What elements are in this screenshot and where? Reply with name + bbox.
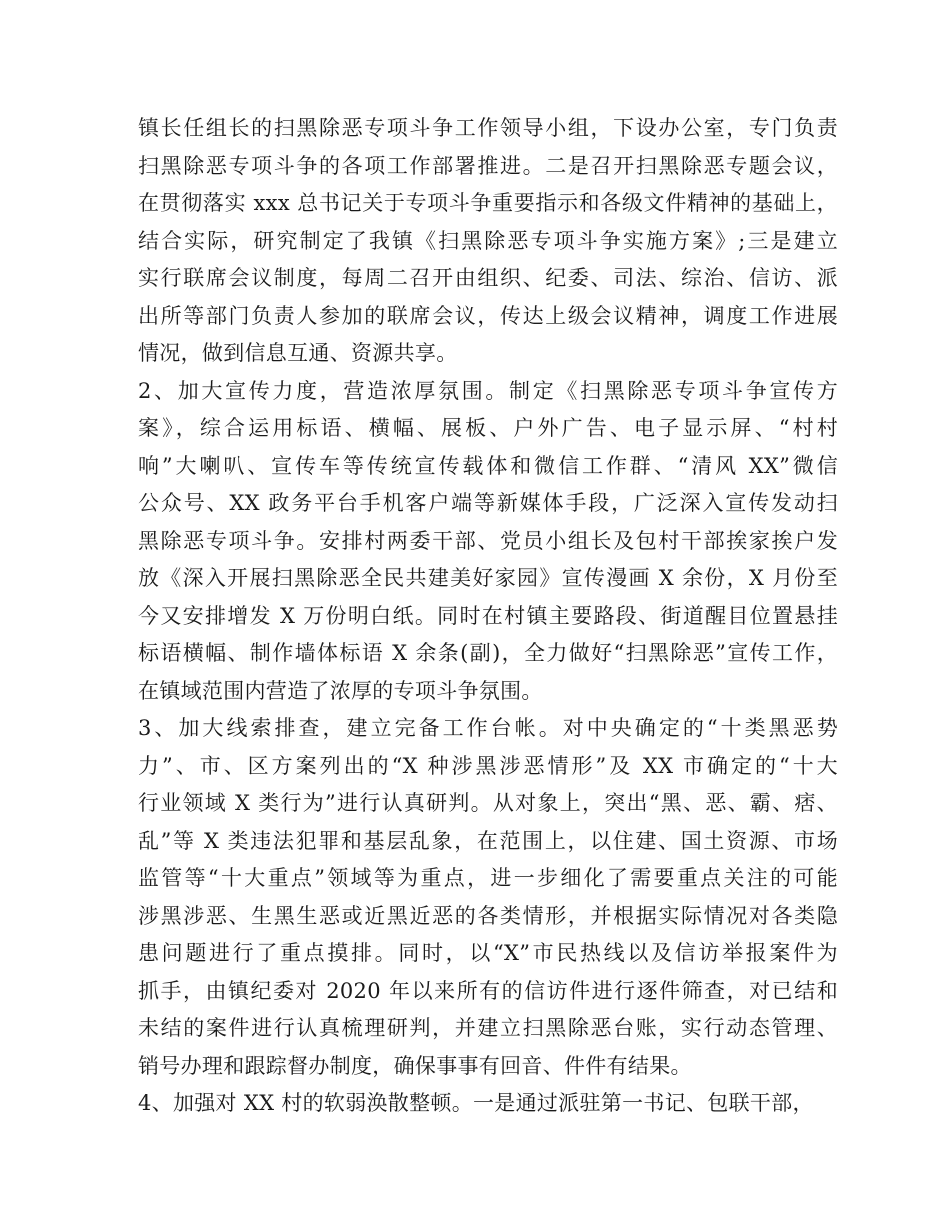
text-line: 实行联席会议制度，每周二召开由组织、纪委、司法、综治、信访、派 (138, 266, 838, 290)
text-line: 未结的案件进行认真梳理研判，并建立扫黑除恶台账，实行动态管理、 (138, 1016, 838, 1040)
text-line: 行业领域 X 类行为”进行认真研判。从对象上，突出“黑、恶、霸、痞、 (138, 791, 838, 815)
text-line: 结合实际，研究制定了我镇《扫黑除恶专项斗争实施方案》;三是建立 (138, 228, 838, 253)
text-line: 今又安排增发 X 万份明白纸。同时在村镇主要路段、街道醒目位置悬挂 (138, 603, 838, 628)
text-line: 4、加强对 XX 村的软弱涣散整顿。一是通过派驻第一书记、包联干部， (138, 1091, 814, 1115)
text-line: 扫黑除恶专项斗争的各项工作部署推进。二是召开扫黑除恶专题会议， (138, 153, 838, 178)
text-line: 镇长任组长的扫黑除恶专项斗争工作领导小组，下设办公室，专门负责 (138, 116, 838, 140)
text-line: 黑除恶专项斗争。安排村两委干部、党员小组长及包村干部挨家挨户发 (138, 528, 838, 553)
text-line: 放《深入开展扫黑除恶全民共建美好家园》宣传漫画 X 余份，X 月份至 (138, 566, 838, 590)
text-line: 力”、市、区方案列出的“X 种涉黑涉恶情形”及 XX 市确定的“十大 (138, 753, 838, 778)
text-line: 抓手，由镇纪委对 2020 年以来所有的信访件进行逐件筛查，对已结和 (138, 978, 838, 1003)
text-line: 乱”等 X 类违法犯罪和基层乱象，在范围上，以住建、国土资源、市场 (138, 828, 838, 853)
text-line: 响”大喇叭、宣传车等传统宣传载体和微信工作群、“清风 XX”微信 (138, 453, 838, 478)
text-line: 标语横幅、制作墙体标语 X 余条(副)，全力做好“扫黑除恶”宣传工作， (138, 641, 838, 665)
text-line: 在贯彻落实 xxx 总书记关于专项斗争重要指示和各级文件精神的基础上， (138, 191, 838, 215)
text-line: 情况，做到信息互通、资源共享。 (138, 341, 458, 365)
text-line: 案》，综合运用标语、横幅、展板、户外广告、电子显示屏、“村村 (138, 416, 838, 440)
text-line: 出所等部门负责人参加的联席会议，传达上级会议精神，调度工作进展 (138, 303, 838, 328)
text-line: 涉黑涉恶、生黑生恶或近黑近恶的各类情形，并根据实际情况对各类隐 (138, 903, 838, 928)
text-line: 公众号、XX 政务平台手机客户端等新媒体手段，广泛深入宣传发动扫 (138, 491, 838, 515)
text-line: 3、加大线索排查，建立完备工作台帐。对中央确定的“十类黑恶势 (138, 716, 838, 740)
body-text (138, 110, 838, 1123)
text-line: 2、加大宣传力度，营造浓厚氛围。制定《扫黑除恶专项斗争宣传方 (138, 378, 838, 403)
text-line: 在镇域范围内营造了浓厚的专项斗争氛围。 (138, 678, 543, 703)
text-line: 监管等“十大重点”领域等为重点，进一步细化了需要重点关注的可能 (138, 866, 838, 890)
text-line: 销号办理和跟踪督办制度，确保事事有回音、件件有结果。 (138, 1053, 692, 1078)
text-line: 患问题进行了重点摸排。同时，以“X”市民热线以及信访举报案件为 (138, 941, 838, 965)
